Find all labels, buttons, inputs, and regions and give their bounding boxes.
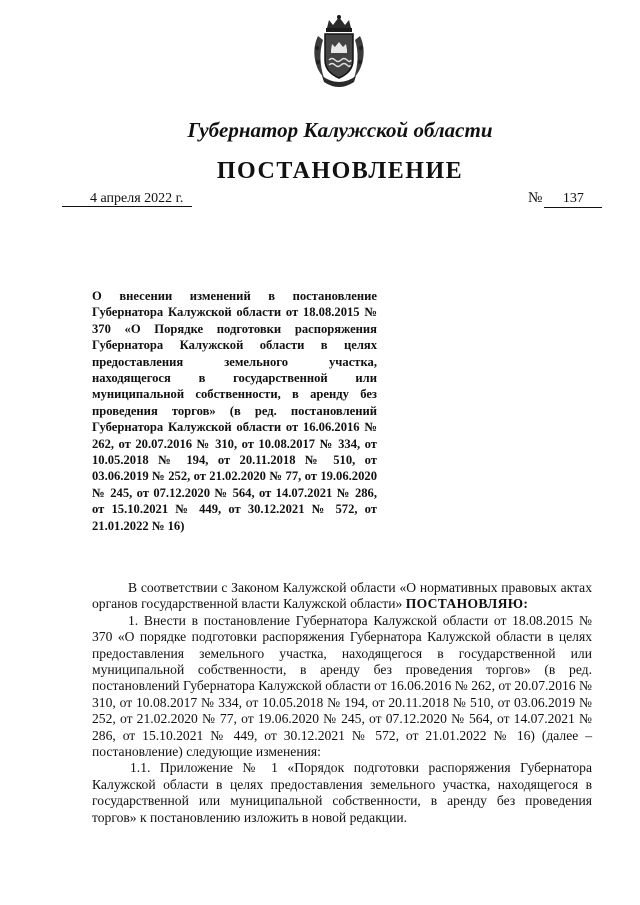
- document-subject: О внесении изменений в постановление Губернатора Калужской области от 18.08.2015 № 370 «О Порядке подготовки распоряжения Губернатора Калужской области в целях предоставления земельного участка, находящегося в государственной или муниципальной собственности, в аренду без проведения торгов» (в ред. постановлений Губернатора Калужской области от 16.06.2016 № 262, от 20.07.2016 № 310, от 10.08.2017 № 334, от 10.05.2018 № 194, от 20.11.2018 № 510, от 03.06.2019 № 252, от 21.02.2020 № 77, от 19.06.2020 № 245, от 07.12.2020 № 564, от 14.07.2021 № 286, от 15.10.2021 № 449, от 30.12.2021 № 572, от 21.01.2022 № 16): [92, 289, 377, 533]
- document-date: 4 апреля 2022 г.: [62, 192, 192, 207]
- number-sign: №: [528, 190, 543, 206]
- resolve-keyword: ПОСТАНОВЛЯЮ:: [405, 596, 529, 612]
- issuing-authority: Губернатор Калужской области: [187, 118, 493, 142]
- document-body: [92, 580, 592, 826]
- item-1-1-paragraph: 1.1. Приложение № 1 «Порядок подготовки распоряжения Губернатора Калужской области в целях предоставления земельного участка, находящегося в государственной или муниципальной собственности, в аренду без проведения торгов» к постановлению изложить в новой редакции.: [92, 760, 592, 825]
- preamble-paragraph: [92, 580, 592, 613]
- kaluga-coat-of-arms-icon: [310, 14, 368, 88]
- item-1-paragraph: 1. Внести в постановление Губернатора Калужской области от 18.08.2015 № 370 «О порядке подготовки распоряжения Губернатора Калужской области в целях предоставления земельного участка, находящегося в государственной или муниципальной собственности, в аренду без проведения торгов» (в ред. постановлений Губернатора Калужской области от 16.06.2016 № 262, от 20.07.2016 № 310, от 10.08.2017 № 334, от 10.05.2018 № 194, от 20.11.2018 № 510, от 03.06.2019 № 252, от 21.02.2020 № 77, от 19.06.2020 № 245, от 07.12.2020 № 564, от 14.07.2021 № 286, от 15.10.2021 № 449, от 30.12.2021 № 572, от 21.01.2022 № 16) (далее – постановление) следующие изменения:: [92, 612, 592, 760]
- document-type-title: ПОСТАНОВЛЕНИЕ: [216, 158, 464, 184]
- document-number: [528, 190, 620, 208]
- number-value: 137: [544, 191, 602, 208]
- preamble-text: В соответствии с Законом Калужской области «О нормативных правовых актах органов государственной власти Калужской области»: [92, 580, 592, 612]
